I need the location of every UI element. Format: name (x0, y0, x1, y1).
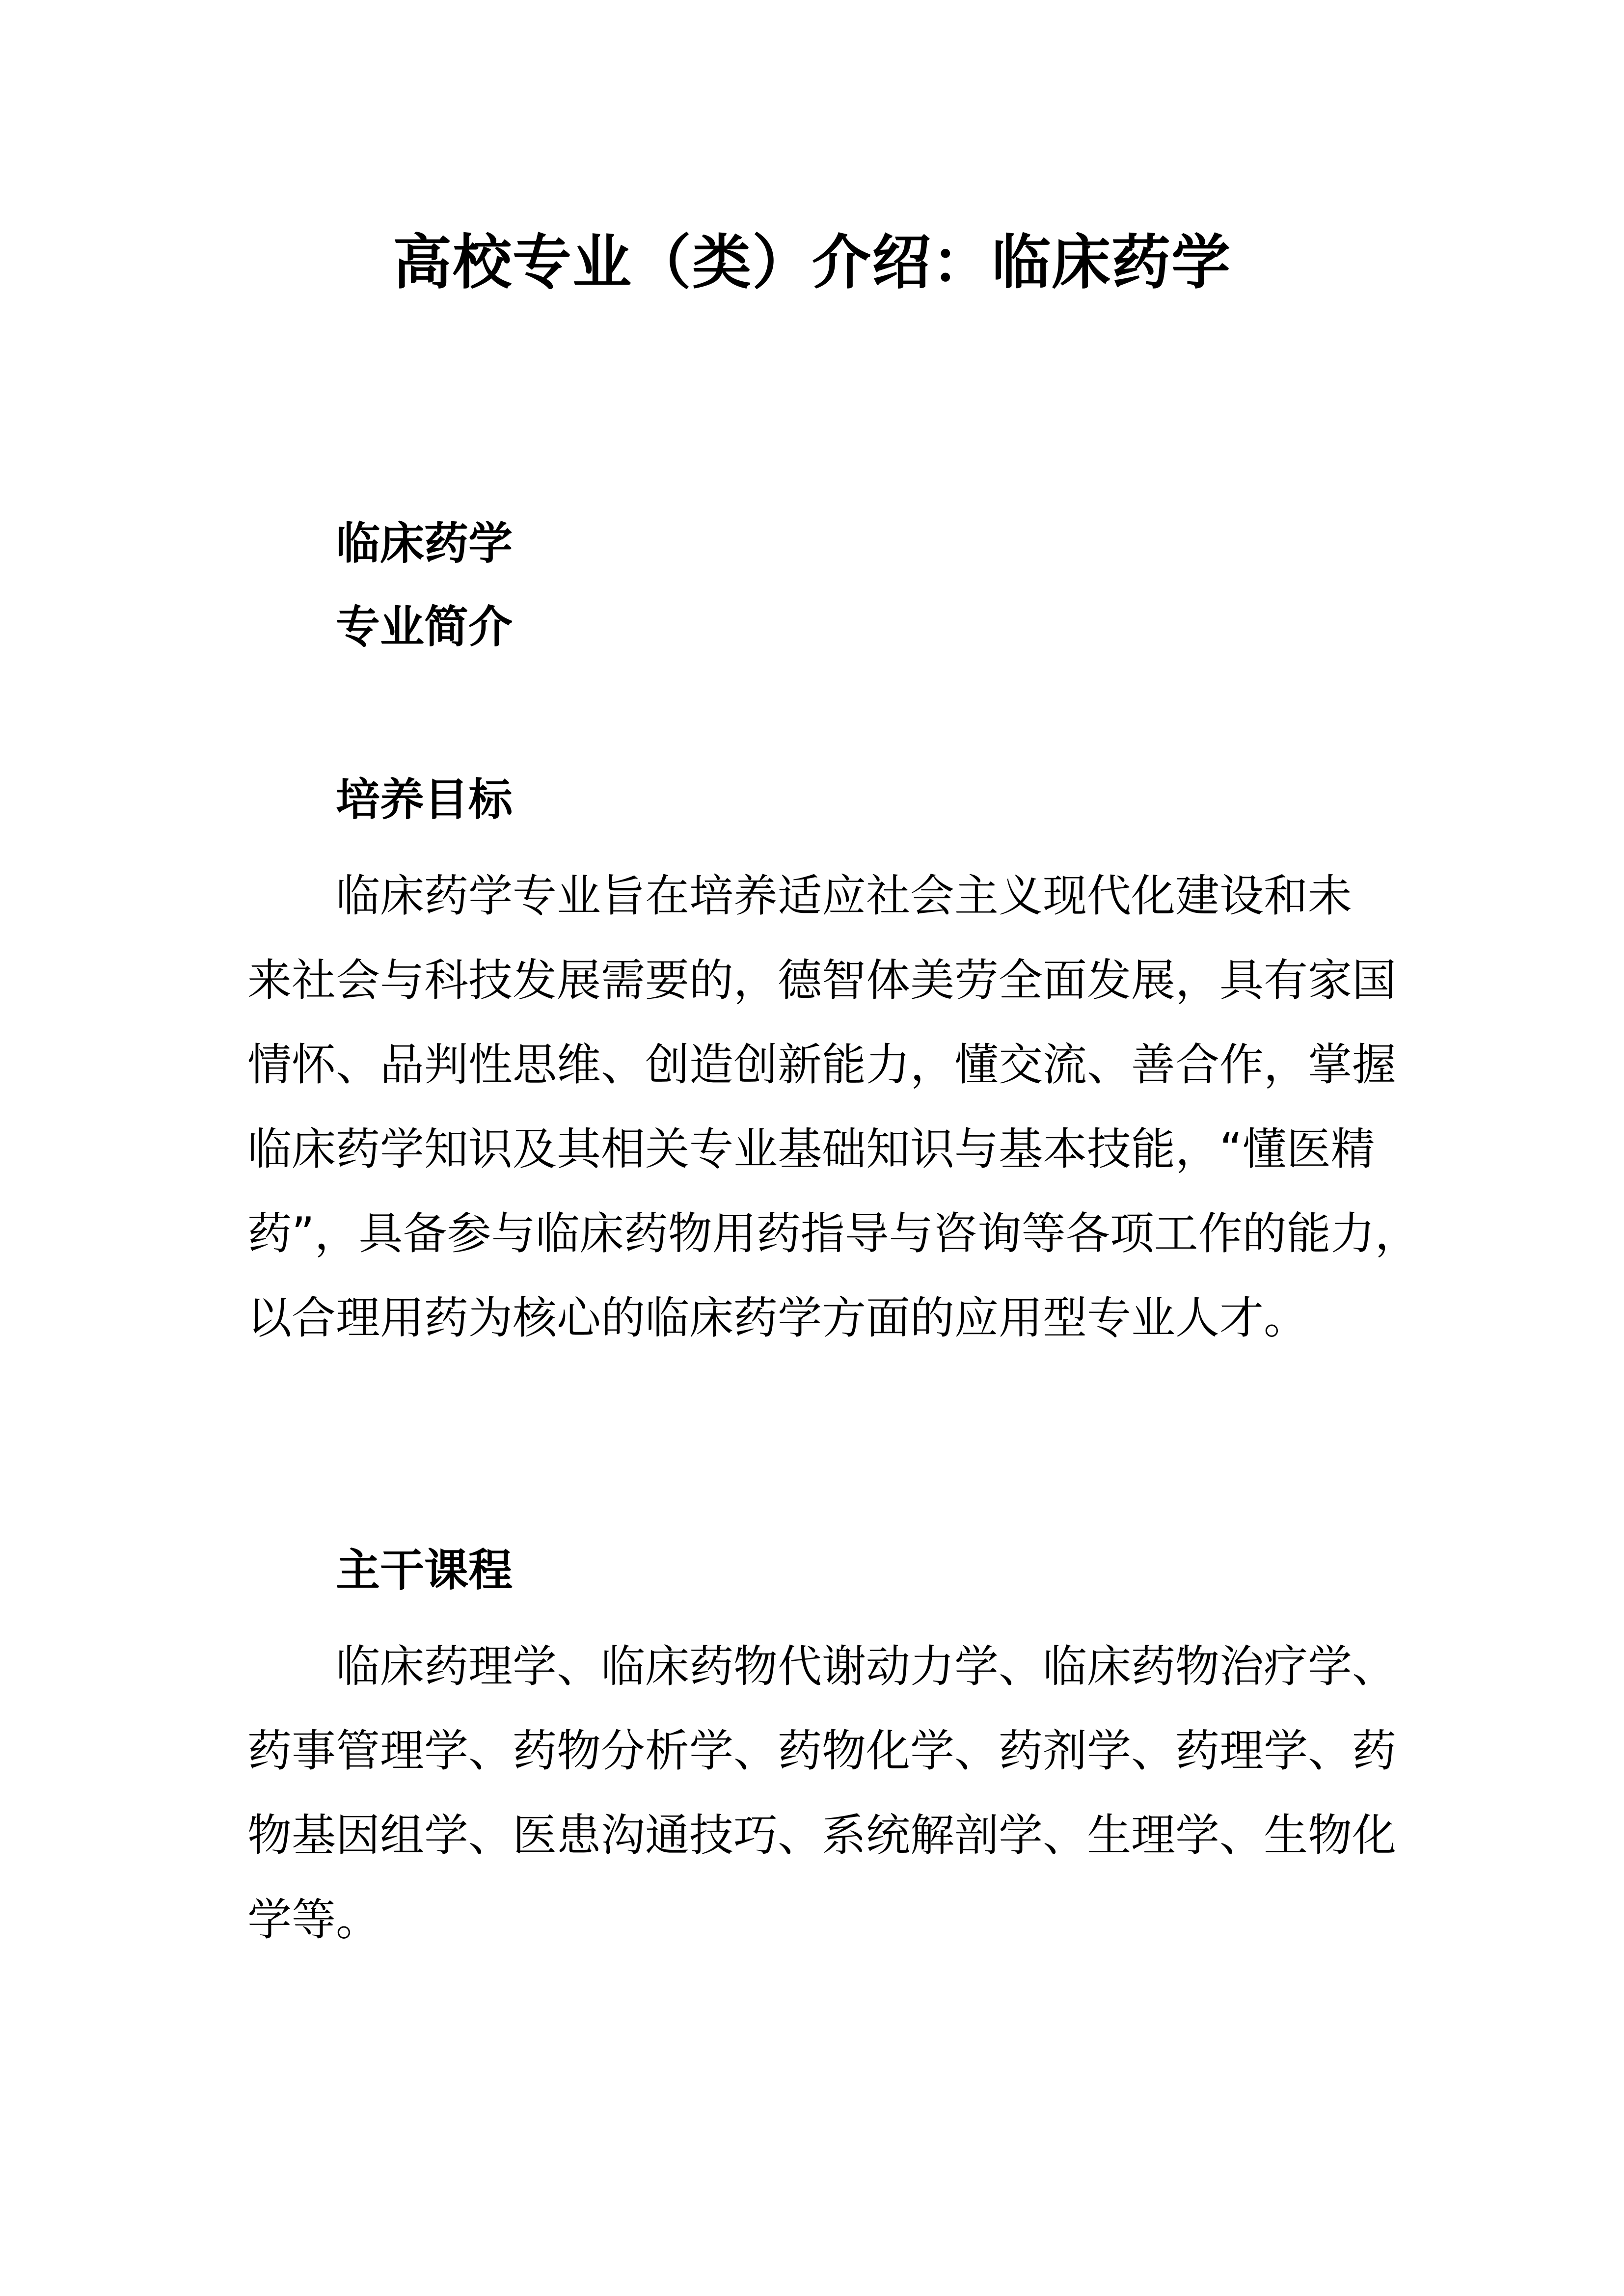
goal-line: 药”，具备参与临床药物用药指导与咨询等各项工作的能力， (247, 1208, 1419, 1259)
courses-heading: 主干课程 (336, 1545, 513, 1596)
major-name-heading: 临床药学 (336, 518, 513, 569)
course-line: 临床药理学、临床药物代谢动力学、临床药物治疗学、 (336, 1641, 1396, 1692)
course-line: 学等。 (247, 1894, 380, 1946)
goal-line: 情怀、品判性思维、创造创新能力，懂交流、善合作，掌握 (247, 1039, 1396, 1091)
goal-heading: 培养目标 (336, 774, 513, 826)
goal-line: 临床药学专业旨在培养适应社会主义现代化建设和未 (336, 870, 1352, 922)
goal-line: 来社会与科技发展需要的，德智体美劳全面发展，具有家国 (247, 955, 1396, 1006)
intro-heading: 专业简介 (336, 601, 513, 653)
courses-paragraph (247, 1625, 1421, 1962)
goal-paragraph (247, 854, 1421, 1361)
document-title: 高校专业（类）介绍：临床药学 (393, 229, 1231, 297)
course-line: 药事管理学、药物分析学、药物化学、药剂学、药理学、药 (247, 1725, 1396, 1777)
goal-line: 临床药学知识及其相关专业基础知识与基本技能，“懂医精 (247, 1123, 1375, 1175)
course-line: 物基因组学、医患沟通技巧、系统解剖学、生理学、生物化 (247, 1810, 1396, 1861)
goal-line: 以合理用药为核心的临床药学方面的应用型专业人才。 (247, 1292, 1308, 1344)
